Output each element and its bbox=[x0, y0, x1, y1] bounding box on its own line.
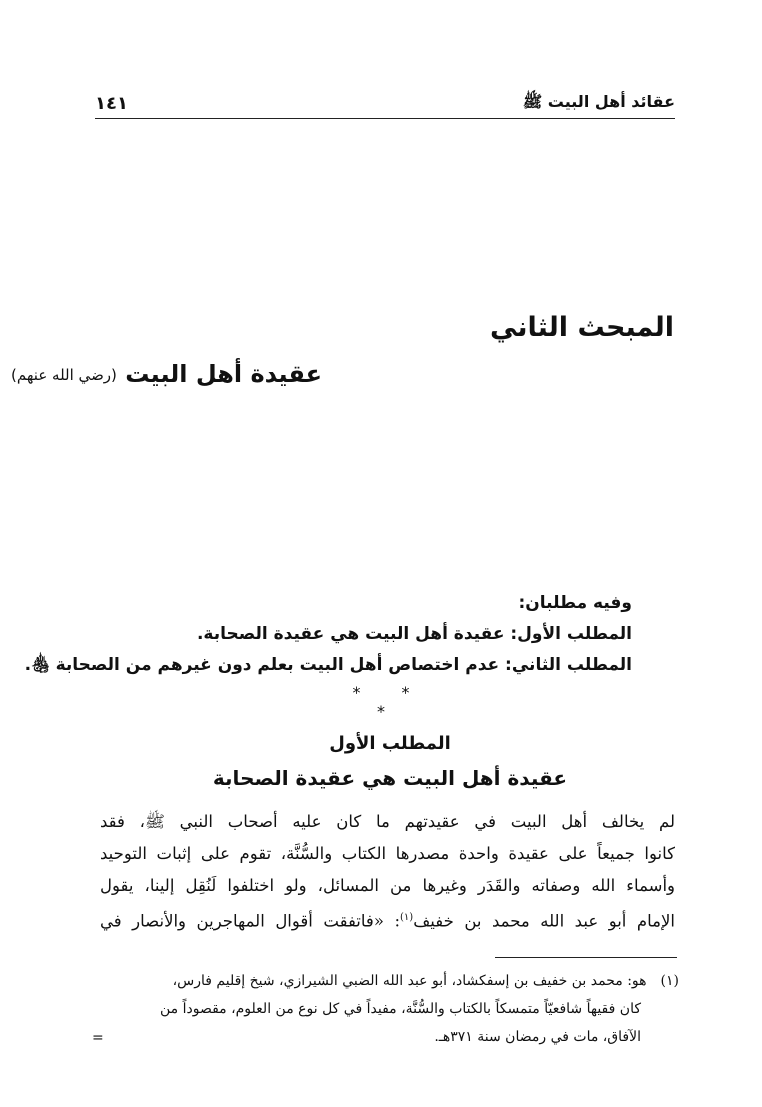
chapter-heading: المبحث الثاني bbox=[490, 312, 674, 343]
page-header bbox=[95, 88, 675, 119]
body-line-last bbox=[100, 902, 675, 934]
body-line: وأسماء الله وصفاته والقَدَر وغيرها من المسائل، ولو اختلفوا لَنُقِل إلينا، يقول bbox=[100, 876, 675, 895]
footnote-marker: (١) bbox=[660, 973, 679, 989]
page-number: ١٤١ bbox=[95, 92, 128, 114]
honorific-glyph: (رضي الله عنهم) bbox=[11, 366, 117, 384]
section-divider: * * * bbox=[352, 683, 428, 721]
body-line: لم يخالف أهل البيت في عقيدتهم ما كان عليه أصحاب النبي ﷺ، فقد bbox=[100, 812, 675, 831]
body-line-last-start: الإمام أبو عبد الله محمد بن خفيف bbox=[413, 911, 675, 931]
honorific-text: رضي الله عنهم bbox=[16, 366, 112, 384]
chapter-title-text: عقيدة أهل البيت bbox=[125, 360, 322, 388]
subsection-item-2: المطلب الثاني: عدم اختصاص أهل البيت بعلم دون غيرهم من الصحابة ﵃. bbox=[24, 655, 632, 675]
footnote-separator bbox=[495, 957, 677, 958]
subsection-heading: المطلب الأول bbox=[329, 733, 451, 754]
subsection-item-1: المطلب الأول: عقيدة أهل البيت هي عقيدة الصحابة. bbox=[196, 624, 632, 644]
body-paragraph bbox=[100, 806, 675, 934]
body-line-last-end: : «فاتفقت أقوال المهاجرين والأنصار في bbox=[100, 911, 401, 931]
footnote-line: الآفاق، مات في رمضان سنة ٣٧١هـ. bbox=[434, 1029, 641, 1045]
continuation-mark: = bbox=[92, 1030, 104, 1046]
subsections-list bbox=[24, 588, 632, 681]
subsections-intro: وفيه مطلبان: bbox=[518, 593, 632, 613]
body-line: كانوا جميعاً على عقيدة واحدة مصدرها الكتاب والسُّنَّة، تقوم على إثبات التوحيد bbox=[100, 844, 675, 863]
footnote-reference[interactable]: (١) bbox=[400, 912, 414, 923]
footnotes bbox=[96, 967, 679, 1051]
footnote-line bbox=[96, 967, 679, 995]
footnote-line: كان فقيهاً شافعيّاً متمسكاً بالكتاب والسُّنَّة، مفيداً في كل نوع من العلوم، مقصوداً من bbox=[159, 1001, 641, 1017]
running-title: عقائد أهل البيت ﷺ bbox=[522, 91, 675, 111]
footnote-text: هو: محمد بن خفيف بن إسفكشاد، أبو عبد الله الضبي الشيرازي، شيخ إقليم فارس، bbox=[172, 973, 647, 989]
subsection-title: عقيدة أهل البيت هي عقيدة الصحابة bbox=[212, 766, 568, 790]
chapter-title bbox=[11, 360, 322, 388]
